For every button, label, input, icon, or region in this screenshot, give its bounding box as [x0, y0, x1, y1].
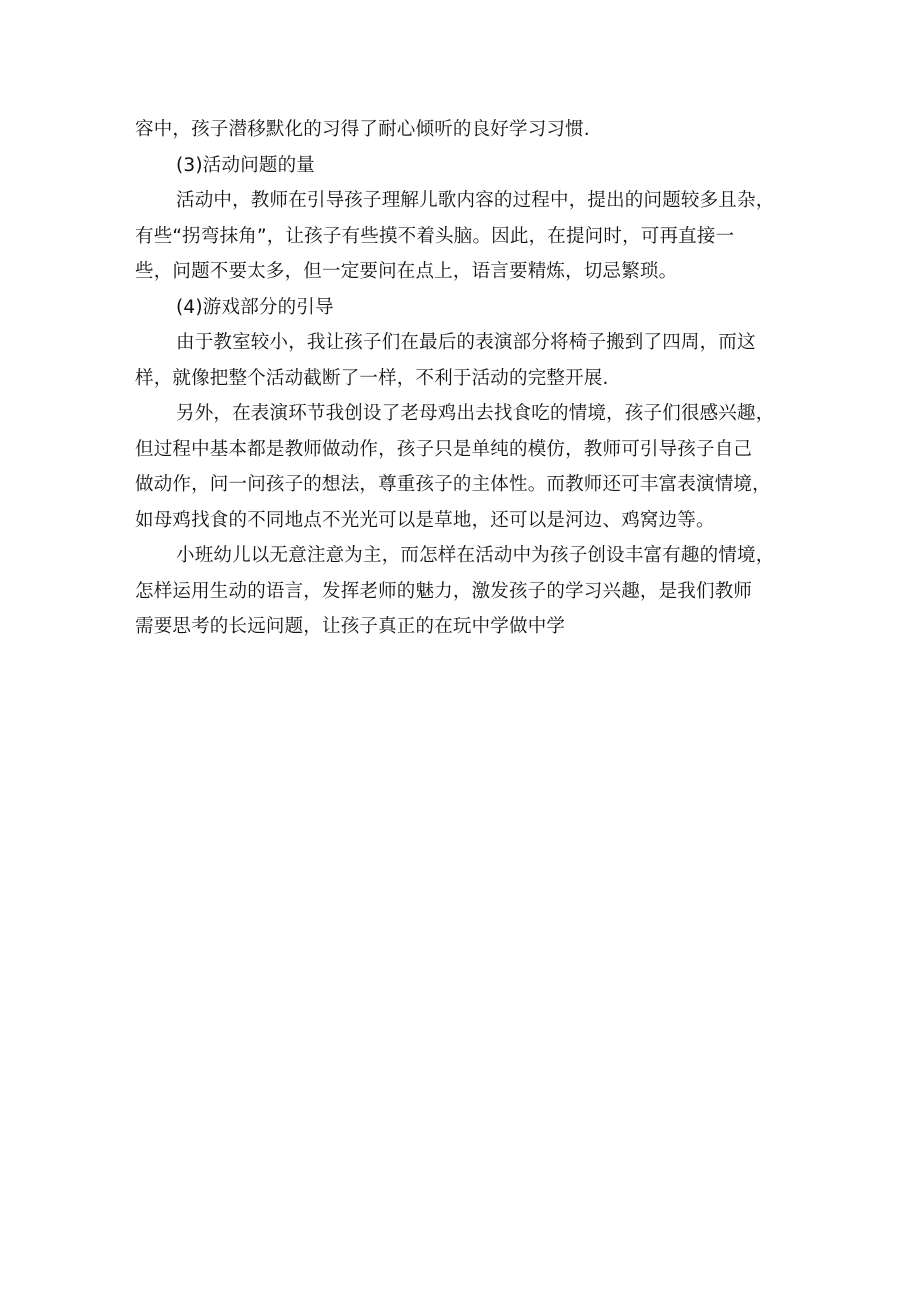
section-heading-game-guidance: (4)游戏部分的引导 — [176, 296, 334, 318]
text-line: 另外，在表演环节我创设了老母鸡出去找食吃的情境，孩子们很感兴趣， — [176, 403, 775, 424]
text-line: 小班幼儿以无意注意为主，而怎样在活动中为孩子创设丰富有趣的情境， — [176, 545, 775, 566]
text-line: 容中，孩子潜移默化的习得了耐心倾听的良好学习习惯. — [135, 119, 590, 140]
section-heading-question-amount: (3)活动问题的量 — [176, 154, 316, 176]
text-line: 有些“拐弯抹角”，让孩子有些摸不着头脑。因此，在提问时，可再直接一 — [135, 225, 735, 247]
text-line: 些，问题不要太多，但一定要问在点上，语言要精炼，切忌繁琐。 — [135, 261, 678, 282]
text-line: 如母鸡找食的不同地点不光光可以是草地，还可以是河边、鸡窝边等。 — [135, 509, 715, 531]
text-line: 由于教室较小，我让孩子们在最后的表演部分将椅子搬到了四周，而这 — [176, 332, 756, 353]
text-line: 需要思考的长远问题，让孩子真正的在玩中学做中学 — [135, 616, 566, 637]
text-line: 怎样运用生动的语言，发挥老师的魅力，激发孩子的学习兴趣，是我们教师 — [135, 580, 753, 602]
document-body — [135, 112, 799, 645]
text-line: 但过程中基本都是教师做动作，孩子只是单纯的模仿，教师可引导孩子自己 — [135, 438, 753, 460]
text-line: 活动中，教师在引导孩子理解儿歌内容的过程中，提出的问题较多且杂， — [176, 190, 775, 211]
text-line: 样，就像把整个活动截断了一样，不利于活动的完整开展. — [135, 367, 609, 389]
text-line: 做动作，问一问孩子的想法，尊重孩子的主体性。而教师还可丰富表演情境， — [135, 474, 771, 495]
